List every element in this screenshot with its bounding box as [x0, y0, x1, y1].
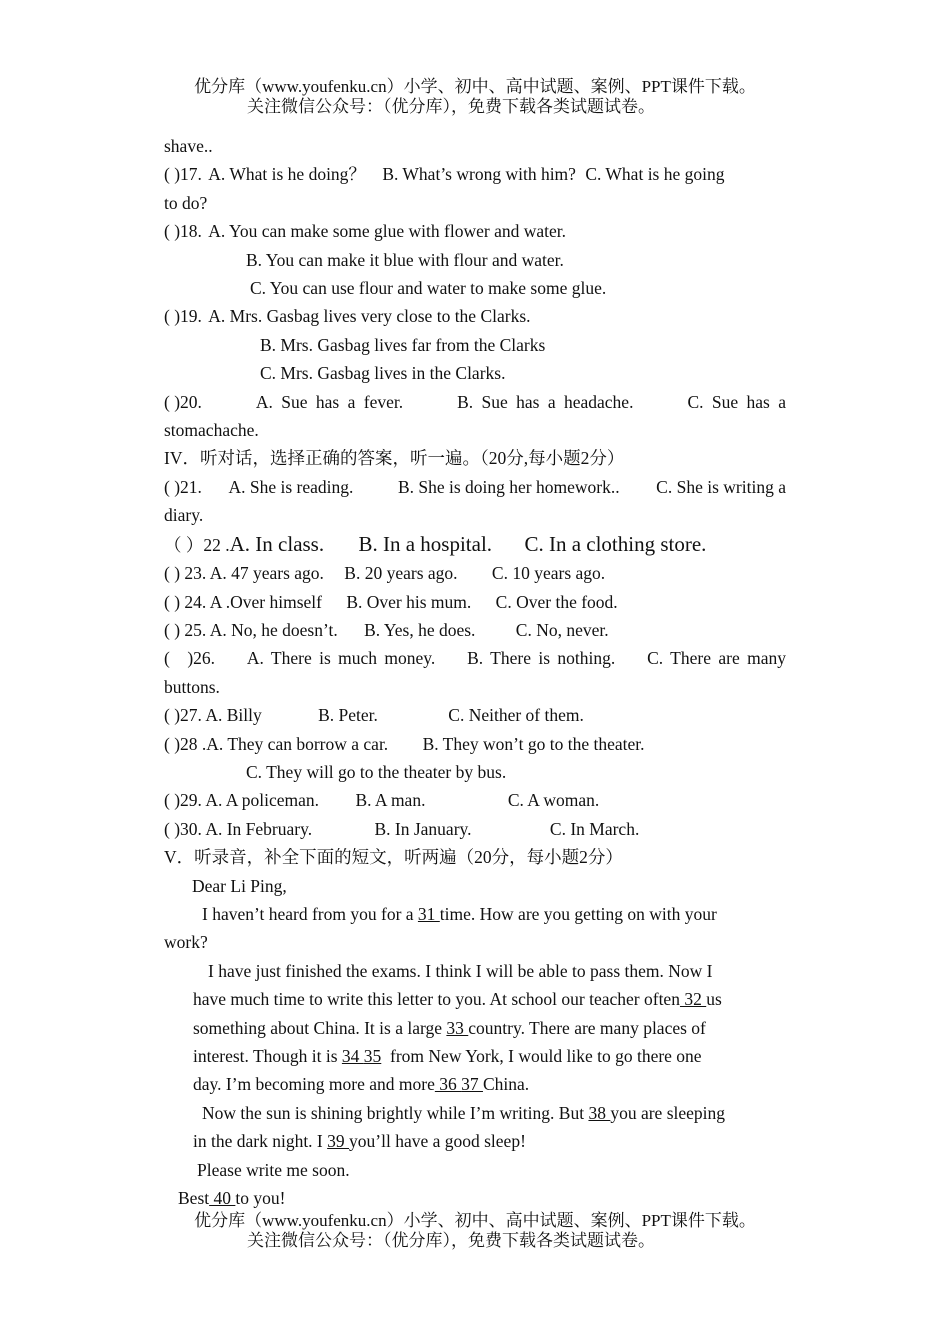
q29-number: ( )29. — [164, 790, 202, 811]
q19-option-a: A. Mrs. Gasbag lives very close to the Clarks. — [208, 306, 531, 327]
letter-closing — [164, 1184, 786, 1212]
q17-continuation: to do? — [164, 192, 208, 213]
q26-option-c: C. There are many — [647, 648, 786, 669]
page-header — [0, 77, 950, 117]
question-27 — [164, 701, 786, 729]
letter-text: Now the sun is shining brightly while I’m writing. But — [202, 1102, 589, 1123]
q28-option-b: B. They won’t go to the theater. — [422, 733, 645, 754]
q19-option-c: C. Mrs. Gasbag lives in the Clarks. — [260, 363, 506, 384]
q21-option-c: C. She is writing a — [656, 476, 786, 497]
q24-number: ( ) 24. — [164, 591, 207, 612]
question-23 — [164, 559, 786, 587]
q20-option-b: B. Sue has a headache. — [457, 391, 634, 412]
q19-option-b: B. Mrs. Gasbag lives far from the Clarks — [260, 334, 546, 355]
q30-option-c: C. In March. — [549, 818, 640, 839]
q22-option-c: C. In a clothing store. — [524, 531, 707, 556]
letter-paragraph-2 — [164, 957, 786, 1099]
q21-option-a: A. She is reading. — [228, 476, 354, 497]
q22-number: （ ）22 . — [164, 534, 230, 555]
footer-line-1: 优分库（www.youfenku.cn）小学、初中、高中试题、案例、PPT课件下载。 — [194, 1211, 756, 1230]
q26-option-a: A. There is much money. — [246, 648, 436, 669]
letter-paragraph-1-line-1 — [164, 900, 786, 928]
q25-option-a: A. No, he doesn’t. — [209, 619, 338, 640]
letter-p3-line-1 — [193, 1099, 786, 1127]
letter-p2-line-4 — [193, 1042, 786, 1070]
blank-38: 38 — [588, 1102, 611, 1123]
question-30 — [164, 815, 786, 843]
q29-option-a: A. A policeman. — [205, 790, 320, 811]
q25-option-c: C. No, never. — [515, 619, 609, 640]
page-footer — [0, 1211, 950, 1251]
question-25 — [164, 616, 786, 644]
q29-option-c: C. A woman. — [507, 790, 600, 811]
q23-number: ( ) 23. — [164, 563, 207, 584]
q24-option-a: A .Over himself — [209, 591, 322, 612]
q21-option-b: B. She is doing her homework.. — [397, 476, 620, 497]
blank-39: 39 — [327, 1131, 350, 1152]
q28-option-a: A. They can borrow a car. — [206, 733, 389, 754]
blank-31: 31 — [417, 903, 440, 924]
letter-paragraph-3 — [164, 1099, 786, 1156]
q17-option-b: B. What’s wrong with him? — [382, 164, 576, 185]
q20-option-a: A. Sue has a fever. — [255, 391, 404, 412]
letter-p2-line-5 — [193, 1070, 786, 1098]
letter-text: time. How are you getting on with your — [439, 903, 717, 924]
q23-option-b: B. 20 years ago. — [344, 563, 458, 584]
q26-continuation: buttons. — [164, 676, 220, 697]
question-22 — [164, 530, 786, 559]
question-26 — [164, 644, 786, 672]
question-24 — [164, 588, 786, 616]
letter-text: I haven’t heard from you for a — [202, 903, 418, 924]
question-20 — [164, 388, 786, 416]
letter-p2-line-3 — [193, 1014, 786, 1042]
q18-number: ( )18. — [164, 221, 202, 242]
q18-option-c: C. You can use flour and water to make some glue. — [250, 278, 607, 299]
q27-option-b: B. Peter. — [318, 705, 378, 726]
letter-text: us — [706, 989, 722, 1010]
q28-option-c: C. They will go to the theater by bus. — [246, 761, 507, 782]
letter-text: have much time to write this letter to you. At school our teacher often — [193, 989, 680, 1010]
header-line-1: 优分库（www.youfenku.cn）小学、初中、高中试题、案例、PPT课件下载。 — [194, 77, 756, 96]
letter-text: interest. Though it is — [193, 1046, 342, 1066]
letter-text: from New York, I would like to go there one — [381, 1046, 702, 1066]
q28-number: ( )28 . — [164, 733, 207, 754]
q21-number: ( )21. — [164, 476, 202, 497]
q25-option-b: B. Yes, he does. — [364, 619, 476, 640]
blank-40: 40 — [209, 1188, 236, 1209]
letter-text: to you! — [235, 1188, 286, 1209]
header-line-2: 关注微信公众号：（优分库），免费下载各类试题试卷。 — [247, 97, 655, 116]
q27-option-c: C. Neither of them. — [448, 705, 584, 726]
section-5-title: V．听录音，补全下面的短文，听两遍（20分，每小题2分） — [164, 847, 623, 868]
q25-number: ( ) 25. — [164, 619, 207, 640]
blank-33: 33 — [446, 1017, 469, 1038]
letter-text: I have just finished the exams. I think I will be able to pass them. Now I — [208, 960, 713, 981]
q27-option-a: A. Billy — [205, 705, 262, 726]
q21-continuation: diary. — [164, 505, 204, 526]
q17-number: ( )17. — [164, 164, 202, 185]
letter-greeting: Dear Li Ping, — [192, 875, 287, 896]
letter-p2-line-2 — [193, 985, 786, 1013]
letter-text: you’ll have a good sleep! — [349, 1131, 526, 1152]
q27-number: ( )27. — [164, 705, 202, 726]
blank-32: 32 — [679, 989, 707, 1010]
letter-paragraph-4: Please write me soon. — [197, 1159, 350, 1180]
letter-text: day. I’m becoming more and more — [193, 1074, 435, 1095]
question-29 — [164, 786, 786, 814]
blank-35: 35 — [363, 1046, 382, 1066]
top-fragment: shave.. — [164, 136, 213, 156]
q24-option-c: C. Over the food. — [495, 591, 618, 612]
section-4-title: IV．听对话，选择正确的答案，听一遍。（20分,每小题2分） — [164, 448, 625, 469]
letter-p3-line-2 — [193, 1127, 786, 1155]
question-21 — [164, 473, 786, 501]
letter-text: something about China. It is a large — [193, 1017, 447, 1038]
footer-line-2: 关注微信公众号：（优分库），免费下载各类试题试卷。 — [247, 1231, 655, 1250]
letter-paragraph-1-line-2: work? — [164, 932, 208, 953]
q30-option-a: A. In February. — [205, 818, 313, 839]
q29-option-b: B. A man. — [355, 790, 426, 811]
q17-option-a: A. What is he doing？ — [208, 164, 366, 185]
letter-p2-line-1 — [193, 957, 786, 985]
q18-option-a: A. You can make some glue with flower and water. — [208, 221, 566, 242]
q22-option-b: B. In a hospital. — [358, 531, 493, 556]
q17-option-c: C. What is he going — [585, 164, 725, 185]
letter-text: Best — [178, 1188, 210, 1209]
letter-text: country. There are many places of — [468, 1017, 706, 1038]
q30-option-b: B. In January. — [374, 818, 472, 839]
blank-36: 36 — [434, 1074, 462, 1095]
exam-body — [164, 132, 786, 1212]
letter-text: you are sleeping — [610, 1102, 726, 1123]
q19-number: ( )19. — [164, 306, 202, 327]
q24-option-b: B. Over his mum. — [346, 591, 472, 612]
q23-option-a: A. 47 years ago. — [209, 563, 324, 584]
q20-number: ( )20. — [164, 391, 202, 412]
q20-continuation: stomachache. — [164, 420, 259, 441]
q23-option-c: C. 10 years ago. — [491, 563, 606, 584]
question-28 — [164, 730, 786, 758]
letter-text: China. — [482, 1074, 530, 1095]
q26-number: ( )26. — [164, 648, 216, 669]
q30-number: ( )30. — [164, 818, 202, 839]
q26-option-b: B. There is nothing. — [467, 648, 616, 669]
question-17 — [164, 160, 786, 188]
letter-text: in the dark night. I — [193, 1131, 328, 1152]
blank-34: 34 — [341, 1046, 364, 1066]
question-18 — [164, 217, 786, 245]
q20-option-c: C. Sue has a — [687, 391, 786, 412]
q18-option-b: B. You can make it blue with flour and water. — [246, 249, 564, 270]
question-19 — [164, 302, 786, 330]
q22-option-a: A. In class. — [229, 531, 325, 556]
blank-37: 37 — [461, 1074, 483, 1095]
